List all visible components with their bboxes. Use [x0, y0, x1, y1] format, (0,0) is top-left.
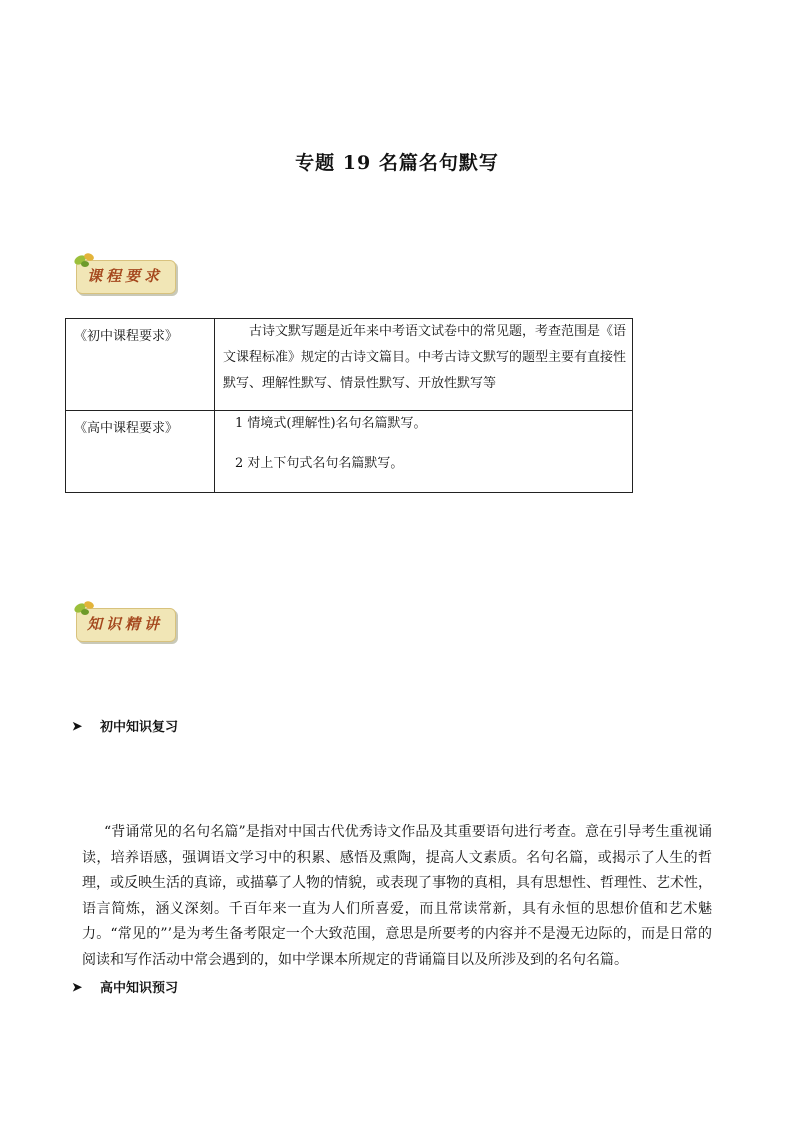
table-row — [66, 411, 633, 493]
requirements-table — [65, 318, 633, 493]
section-heading-text: 高中知识预习 — [100, 981, 179, 996]
section-heading-junior — [72, 716, 178, 735]
row-content — [215, 319, 633, 411]
list-item: 2 对上下句式名句名篇默写。 — [235, 456, 404, 471]
section-heading-senior — [72, 977, 178, 996]
table-row — [66, 319, 633, 411]
row-label: 《初中课程要求》 — [66, 319, 215, 411]
page-title: 专题 19 名篇名句默写 — [295, 152, 499, 174]
course-requirements-badge — [70, 250, 176, 294]
body-paragraph: “背诵常见的名句名篇”是指对中国古代优秀诗文作品及其重要语句进行考查。意在引导考生重视诵读，培养语感，强调语文学习中的积累、感悟及熏陶，提高人文素质。名句名篇，或揭示了人生的哲理，或反映生活的真谛，或描摹了人物的情貌，或表现了事物的真相，具有思想性、哲理性、艺术性，语言简炼，涵义深刻。千百年来一直为人们所喜爱，而且常读常新，具有永恒的思想价值和艺术魅力。“常见的”’是为考生备考限定一个大致范围，意思是所要考的内容并不是漫无边际的，而是日常的阅读和写作活动中常会遇到的，如中学课本所规定的背诵篇目以及所涉及到的名句名篇。 — [82, 824, 712, 968]
list-item: 1 情境式(理解性)名句名篇默写。 — [235, 416, 427, 431]
badge-label: 课程要求 — [86, 267, 163, 285]
row-content — [215, 411, 633, 493]
row-label: 《高中课程要求》 — [66, 411, 215, 493]
leaf-decoration-icon — [70, 250, 100, 270]
badge-label: 知识精讲 — [86, 615, 163, 633]
leaf-decoration-icon — [70, 598, 100, 618]
arrowhead-bullet-icon: ➤ — [72, 718, 83, 733]
knowledge-explained-badge — [70, 598, 176, 642]
section-heading-text: 初中知识复习 — [100, 720, 179, 735]
arrowhead-bullet-icon: ➤ — [72, 979, 83, 994]
junior-requirement-text: 古诗文默写题是近年来中考语文试卷中的常见题，考查范围是《语文课程标准》规定的古诗文篇目。中考古诗文默写的题型主要有直接性默写、理解性默写、情景性默写、开放性默写等 — [223, 324, 627, 391]
